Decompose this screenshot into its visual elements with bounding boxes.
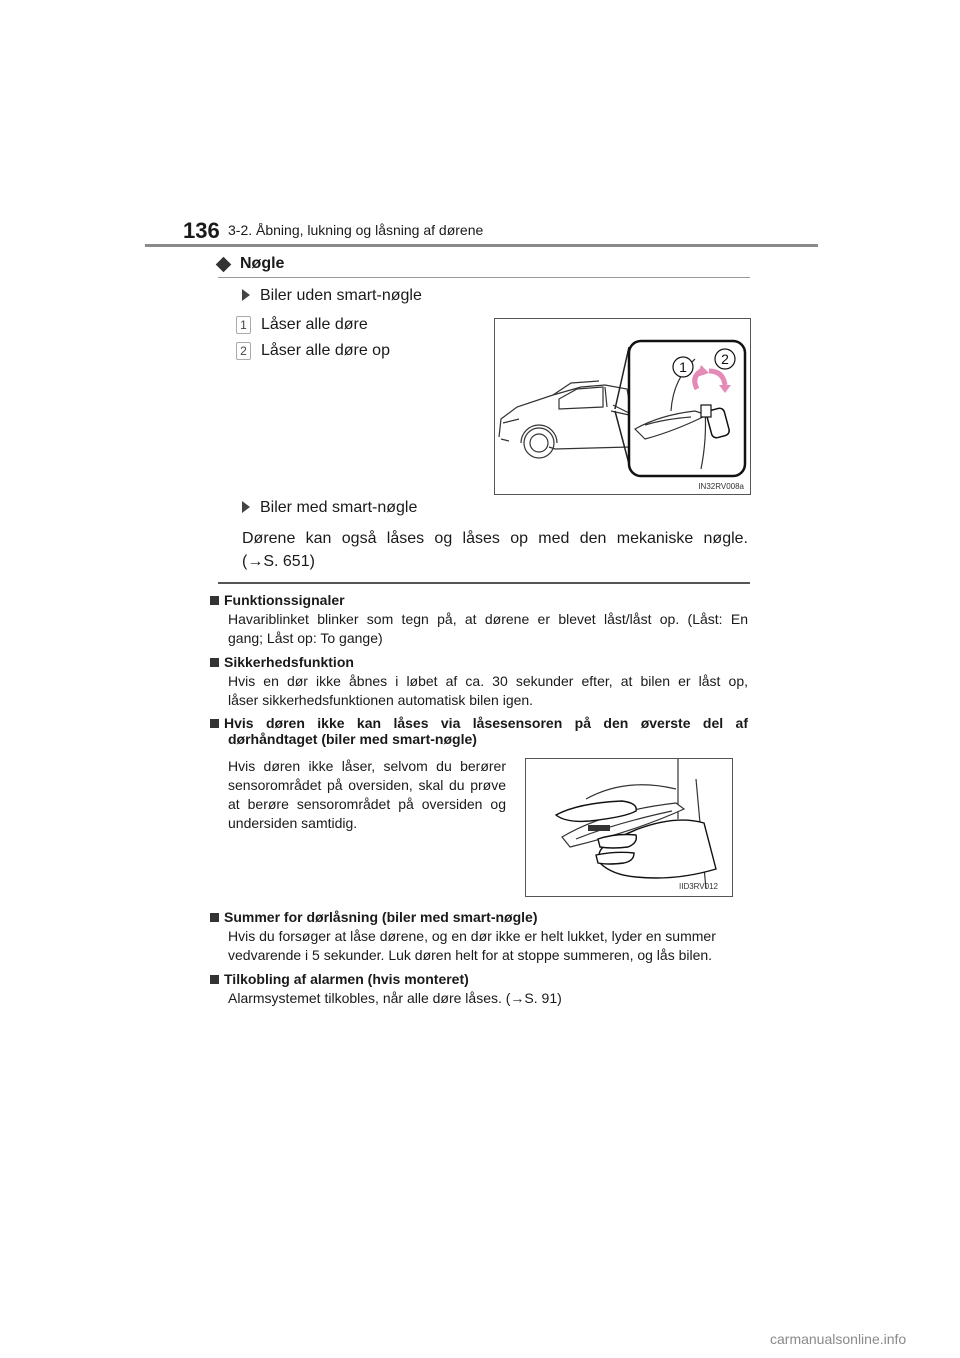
notes-divider xyxy=(218,582,750,584)
triangle-bullet-icon xyxy=(242,289,250,301)
note-line: Hvis du forsøger at låse dørene, og en dør ikke er helt lukket, lyder en summer xyxy=(228,928,716,944)
note-line: Hvis en dør ikke åbnes i løbet af ca. 30 sekunder efter, at bilen er låst op, xyxy=(228,673,748,689)
square-bullet-icon xyxy=(210,975,219,984)
page-number: 136 xyxy=(183,218,220,243)
note-line: gang; Låst op: To gange) xyxy=(228,630,383,646)
hand-sensor-illustration xyxy=(526,759,732,896)
note-title: Summer for dørlåsning (biler med smart-nøgle) xyxy=(224,909,538,925)
note-title: Tilkobling af alarmen (hvis monteret) xyxy=(224,971,469,987)
figure-hand-door-handle xyxy=(525,758,733,897)
step-1 xyxy=(236,316,368,334)
mechanical-key-paragraph xyxy=(242,527,748,573)
note-alarm-activation xyxy=(210,971,748,1008)
section-title-text: Nøgle xyxy=(240,255,285,272)
callout-1: 1 xyxy=(679,359,687,375)
header-divider xyxy=(145,244,818,247)
square-bullet-icon xyxy=(210,719,219,728)
step-text: Låser alle døre op xyxy=(261,342,390,359)
square-bullet-icon xyxy=(210,596,219,605)
subheading-with-smart-key xyxy=(242,499,417,517)
triangle-bullet-icon xyxy=(242,501,250,513)
section-divider xyxy=(218,277,750,278)
note-line: Havariblinket blinker som tegn på, at dørene er blevet låst/låst op. (Låst: En xyxy=(228,611,748,627)
car-door-key-illustration xyxy=(495,319,750,494)
step-number: 2 xyxy=(236,342,251,360)
diamond-bullet-icon xyxy=(216,256,232,272)
figure-code: IN32RV008a xyxy=(698,482,744,491)
subheading-without-smart-key xyxy=(242,287,422,305)
note-line: undersiden samtidig. xyxy=(228,815,358,831)
subheading-text: Biler med smart-nøgle xyxy=(260,499,418,516)
section-title xyxy=(218,255,284,273)
step-number: 1 xyxy=(236,316,251,334)
note-title: Sikkerhedsfunktion xyxy=(224,654,354,670)
chapter-title: 3-2. Åbning, lukning og låsning af dørene xyxy=(228,222,484,238)
note-title: Funktionssignaler xyxy=(224,592,345,608)
note-line: Hvis døren ikke låser, selvom du berører xyxy=(228,758,506,774)
note-title: dørhåndtaget (biler med smart-nøgle) xyxy=(228,731,477,747)
paragraph-line: Dørene kan også låses og låses op med den mekaniske nøgle. xyxy=(242,530,748,547)
note-line: låser sikkerhedsfunktionen automatisk bilen igen. xyxy=(228,692,534,708)
callout-2: 2 xyxy=(721,351,729,367)
note-line: vedvarende i 5 sekunder. Luk døren helt for at stoppe summeren, og lås bilen. xyxy=(228,947,713,963)
footer-watermark: carmanualsonline.info xyxy=(770,1331,907,1347)
note-safety-function xyxy=(210,654,748,710)
figure-car-key-lock xyxy=(494,318,751,495)
note-lock-sensor xyxy=(210,715,748,747)
note-function-signals xyxy=(210,592,748,648)
note-line: Alarmsystemet tilkobles, når alle døre låses. (→S. 91) xyxy=(228,990,562,1006)
paragraph-line: (→S. 651) xyxy=(242,553,315,570)
square-bullet-icon xyxy=(210,658,219,667)
note-door-lock-buzzer xyxy=(210,909,748,965)
step-text: Låser alle døre xyxy=(261,316,368,333)
lock-sensor-text xyxy=(228,757,506,833)
step-2 xyxy=(236,342,390,360)
square-bullet-icon xyxy=(210,913,219,922)
note-line: sensorområdet på oversiden, skal du prøve xyxy=(228,777,506,793)
note-line: at berøre sensorområdet på oversiden og xyxy=(228,796,506,812)
subheading-text: Biler uden smart-nøgle xyxy=(260,287,422,304)
figure-code: IID3RV012 xyxy=(679,882,718,891)
note-title: Hvis døren ikke kan låses via låsesensoren på den øverste del af xyxy=(224,715,748,731)
